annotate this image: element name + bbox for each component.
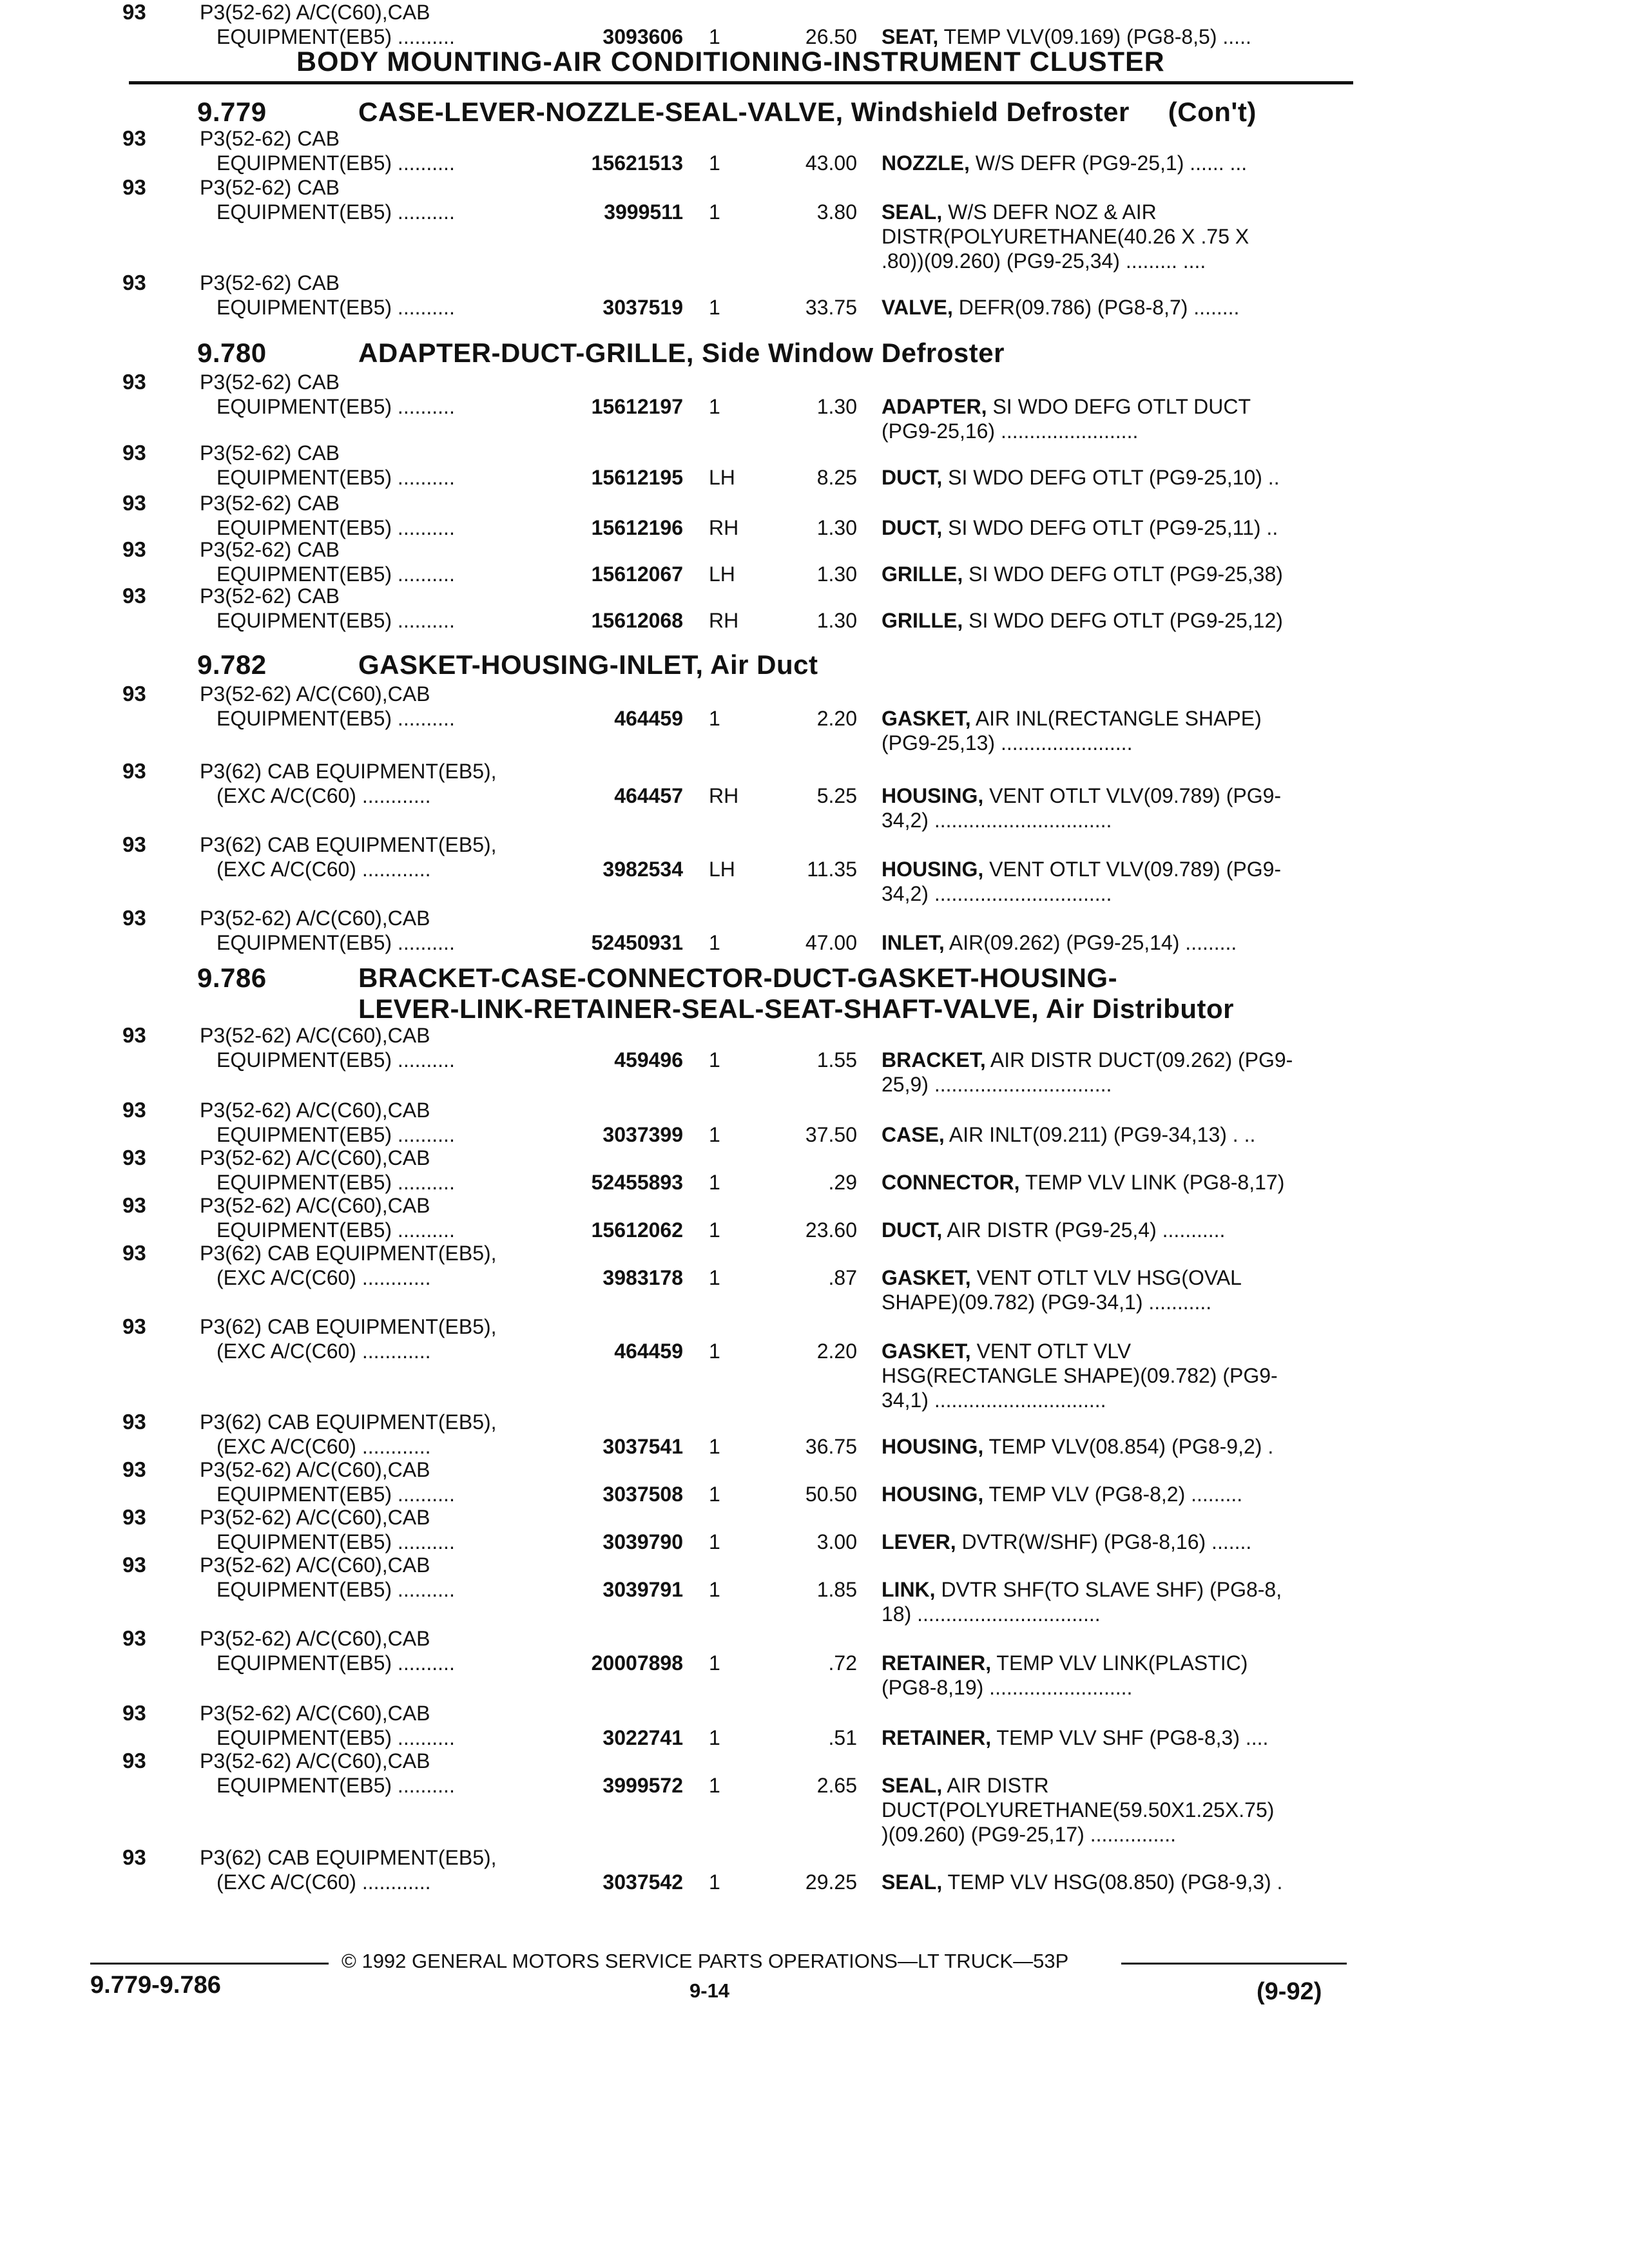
model-code: 93	[122, 537, 146, 561]
part-name	[882, 465, 1358, 490]
usage-description	[200, 1701, 586, 1750]
part-number: 459496	[614, 1048, 683, 1072]
model-code: 93	[122, 1701, 146, 1725]
part-number: 52455893	[591, 1171, 683, 1194]
quantity: RH	[709, 516, 739, 539]
part-name-keyword: GASKET,	[882, 1266, 971, 1289]
part-name	[882, 1218, 1358, 1242]
part-number: 3037542	[602, 1870, 683, 1894]
part-name	[882, 1048, 1358, 1097]
price: 2.20	[816, 707, 857, 730]
usage-line1: P3(52-62) A/C(C60),CAB	[200, 1024, 430, 1047]
model-code: 93	[122, 1314, 146, 1338]
part-name-detail: TEMP VLV SHF (PG8-8,3) ....	[991, 1726, 1269, 1749]
price: .51	[828, 1726, 857, 1749]
model-code: 93	[122, 271, 146, 294]
usage-line2: EQUIPMENT(EB5) ..........	[217, 395, 455, 418]
part-name-detail: VENT OTLT VLV(09.789) (PG9- 34,2) ...............................	[882, 784, 1282, 832]
model-code: 93	[122, 1241, 146, 1265]
quantity: 1	[709, 1048, 720, 1072]
quantity: LH	[709, 562, 735, 586]
quantity: 1	[709, 1651, 720, 1675]
price: .72	[828, 1651, 857, 1675]
usage-line1: P3(52-62) A/C(C60),CAB	[200, 1506, 430, 1529]
usage-line2: EQUIPMENT(EB5) ..........	[217, 1483, 455, 1506]
usage-line1: P3(52-62) A/C(C60),CAB	[200, 1146, 430, 1169]
part-name-keyword: DUCT,	[882, 516, 943, 539]
model-code: 93	[122, 370, 146, 394]
usage-line2: EQUIPMENT(EB5) ..........	[217, 296, 455, 319]
usage-line1: P3(52-62) CAB	[200, 492, 340, 515]
usage-line2: EQUIPMENT(EB5) ..........	[217, 609, 455, 632]
usage-line2: EQUIPMENT(EB5) ..........	[217, 1726, 455, 1749]
usage-description	[200, 271, 586, 320]
usage-description	[200, 441, 586, 490]
part-name-detail: TEMP VLV(09.169) (PG8-8,5) .....	[938, 25, 1251, 48]
part-name-detail: SI WDO DEFG OTLT (PG9-25,12)	[963, 609, 1283, 632]
part-name-detail: AIR DISTR DUCT(09.262) (PG9- 25,9) ...............................	[882, 1048, 1293, 1096]
usage-description	[200, 1098, 586, 1147]
quantity: 1	[709, 1171, 720, 1194]
price: .87	[828, 1266, 857, 1289]
usage-description	[200, 1505, 586, 1554]
part-name-keyword: BRACKET,	[882, 1048, 986, 1072]
part-number: 3037519	[602, 296, 683, 319]
price: 33.75	[805, 296, 857, 319]
part-number: 3982534	[602, 858, 683, 881]
usage-description	[200, 537, 586, 586]
quantity: 1	[709, 1266, 720, 1289]
part-number: 464457	[614, 784, 683, 807]
usage-line2: EQUIPMENT(EB5) ..........	[217, 1578, 455, 1601]
usage-description	[200, 1457, 586, 1506]
usage-line1: P3(52-62) A/C(C60),CAB	[200, 1702, 430, 1725]
usage-line1: P3(52-62) CAB	[200, 176, 340, 199]
usage-description	[200, 370, 586, 419]
part-name	[882, 930, 1358, 955]
part-number: 15612062	[591, 1218, 683, 1242]
quantity: 1	[709, 1123, 720, 1146]
part-name	[882, 1170, 1358, 1195]
model-code: 93	[122, 682, 146, 706]
usage-description	[200, 1749, 586, 1798]
quantity: 1	[709, 296, 720, 319]
section-title-line2: LEVER-LINK-RETAINER-SEAL-SEAT-SHAFT-VALVE, Air Distributor	[358, 994, 1234, 1024]
part-name-detail: TEMP VLV LINK (PG8-8,17)	[1019, 1171, 1285, 1194]
section-number: 9.780	[197, 338, 267, 368]
model-code: 93	[122, 441, 146, 465]
quantity: 1	[709, 931, 720, 954]
part-name	[882, 200, 1358, 273]
part-number: 3037541	[602, 1435, 683, 1458]
usage-line2: (EXC A/C(C60) ............	[217, 1435, 431, 1458]
usage-line1: P3(52-62) A/C(C60),CAB	[200, 1, 430, 24]
quantity: LH	[709, 466, 735, 489]
section-number: 9.786	[197, 963, 267, 993]
usage-description	[200, 584, 586, 633]
usage-description	[200, 0, 586, 49]
part-number: 3039791	[602, 1578, 683, 1601]
part-name-keyword: LINK,	[882, 1578, 936, 1601]
part-name-keyword: RETAINER,	[882, 1726, 992, 1749]
part-name-keyword: HOUSING,	[882, 858, 984, 881]
part-name-keyword: HOUSING,	[882, 1435, 984, 1458]
part-name-keyword: HOUSING,	[882, 1483, 984, 1506]
part-number: 3022741	[602, 1726, 683, 1749]
usage-description	[200, 491, 586, 540]
usage-description	[200, 906, 586, 955]
model-code: 93	[122, 1505, 146, 1529]
quantity: LH	[709, 858, 735, 881]
usage-line1: P3(52-62) A/C(C60),CAB	[200, 1553, 430, 1577]
usage-line2: (EXC A/C(C60) ............	[217, 858, 431, 881]
part-name	[882, 24, 1358, 49]
part-number: 20007898	[591, 1651, 683, 1675]
usage-description	[200, 682, 586, 731]
part-name-detail: SI WDO DEFG OTLT DUCT (PG9-25,16) ........................	[882, 395, 1251, 443]
part-name-keyword: GASKET,	[882, 1340, 971, 1363]
part-name	[882, 1530, 1358, 1554]
usage-line1: P3(52-62) A/C(C60),CAB	[200, 1458, 430, 1481]
footer-rule-left	[90, 1963, 329, 1965]
section-continued: (Con't)	[1168, 97, 1257, 127]
part-name-keyword: NOZZLE,	[882, 151, 970, 175]
part-name-detail: DEFR(09.786) (PG8-8,7) ........	[952, 296, 1240, 319]
price: 50.50	[805, 1483, 857, 1506]
usage-description	[200, 1146, 586, 1195]
part-number: 464459	[614, 1340, 683, 1363]
usage-line1: P3(62) CAB EQUIPMENT(EB5),	[200, 1315, 497, 1338]
price: 3.00	[816, 1530, 857, 1553]
price: 2.20	[816, 1340, 857, 1363]
part-number: 3999572	[602, 1774, 683, 1797]
usage-description	[200, 1241, 586, 1290]
part-number: 52450931	[591, 931, 683, 954]
usage-line2: EQUIPMENT(EB5) ..........	[217, 931, 455, 954]
price: 5.25	[816, 784, 857, 807]
usage-line1: P3(52-62) A/C(C60),CAB	[200, 1749, 430, 1773]
section-heading	[197, 963, 1234, 1024]
price: 1.85	[816, 1578, 857, 1601]
price: 23.60	[805, 1218, 857, 1242]
part-name-keyword: CASE,	[882, 1123, 945, 1146]
usage-line1: P3(62) CAB EQUIPMENT(EB5),	[200, 1846, 497, 1869]
usage-line1: P3(52-62) A/C(C60),CAB	[200, 1099, 430, 1122]
quantity: 1	[709, 1870, 720, 1894]
part-name	[882, 151, 1358, 175]
part-name-detail: AIR DISTR (PG9-25,4) ...........	[942, 1218, 1226, 1242]
usage-line2: EQUIPMENT(EB5) ..........	[217, 1774, 455, 1797]
part-name-keyword: SEAL,	[882, 200, 943, 224]
quantity: 1	[709, 1726, 720, 1749]
part-number: 464459	[614, 707, 683, 730]
usage-line1: P3(52-62) A/C(C60),CAB	[200, 1627, 430, 1650]
price: 36.75	[805, 1435, 857, 1458]
price: 47.00	[805, 931, 857, 954]
part-name	[882, 857, 1358, 906]
part-name-detail: TEMP VLV (PG8-8,2) .........	[983, 1483, 1243, 1506]
part-name	[882, 706, 1358, 755]
model-code: 93	[122, 906, 146, 930]
price: 1.55	[816, 1048, 857, 1072]
quantity: 1	[709, 1435, 720, 1458]
model-code: 93	[122, 1193, 146, 1217]
usage-line2: (EXC A/C(C60) ............	[217, 1266, 431, 1289]
part-name-detail: VENT OTLT VLV HSG(OVAL SHAPE)(09.782) (PG9-34,1) ...........	[882, 1266, 1242, 1314]
usage-line1: P3(62) CAB EQUIPMENT(EB5),	[200, 1410, 497, 1434]
footer-rule-right	[1121, 1963, 1347, 1965]
usage-line1: P3(52-62) CAB	[200, 441, 340, 465]
part-number: 3037508	[602, 1483, 683, 1506]
price: .29	[828, 1171, 857, 1194]
footer-section-range: 9.779-9.786	[90, 1972, 221, 1999]
part-number: 15612197	[591, 395, 683, 418]
usage-line1: P3(52-62) CAB	[200, 127, 340, 150]
part-number: 15612195	[591, 466, 683, 489]
usage-line2: EQUIPMENT(EB5) ..........	[217, 707, 455, 730]
part-name-keyword: RETAINER,	[882, 1651, 992, 1675]
price: 1.30	[816, 395, 857, 418]
quantity: RH	[709, 609, 739, 632]
usage-description	[200, 1193, 586, 1242]
model-code: 93	[122, 759, 146, 783]
part-name	[882, 295, 1358, 320]
quantity: 1	[709, 1530, 720, 1553]
part-name-detail: SI WDO DEFG OTLT (PG9-25,10) ..	[942, 466, 1280, 489]
usage-line1: P3(62) CAB EQUIPMENT(EB5),	[200, 760, 497, 783]
section-number: 9.779	[197, 97, 267, 127]
usage-line1: P3(52-62) A/C(C60),CAB	[200, 1194, 430, 1217]
model-code: 93	[122, 1023, 146, 1047]
quantity: 1	[709, 707, 720, 730]
section-title: CASE-LEVER-NOZZLE-SEAL-VALVE, Windshield Defroster	[358, 97, 1130, 127]
usage-description	[200, 832, 586, 881]
usage-line1: P3(52-62) CAB	[200, 584, 340, 608]
part-name	[882, 608, 1358, 633]
part-name	[882, 1725, 1358, 1750]
part-name-detail: W/S DEFR (PG9-25,1) ...... ...	[969, 151, 1248, 175]
model-code: 93	[122, 175, 146, 199]
part-name-detail: AIR INLT(09.211) (PG9-34,13) . ..	[944, 1123, 1256, 1146]
part-name-keyword: LEVER,	[882, 1530, 956, 1553]
model-code: 93	[122, 1098, 146, 1122]
part-name-keyword: GASKET,	[882, 707, 971, 730]
usage-description	[200, 1314, 586, 1363]
section-title: BRACKET-CASE-CONNECTOR-DUCT-GASKET-HOUSING-	[358, 963, 1118, 993]
header-rule	[129, 81, 1353, 84]
part-name	[882, 1339, 1358, 1412]
section-title: GASKET-HOUSING-INLET, Air Duct	[358, 649, 818, 680]
part-name-keyword: HOUSING,	[882, 784, 984, 807]
section-title: ADAPTER-DUCT-GRILLE, Side Window Defroster	[358, 338, 1005, 368]
usage-line2: EQUIPMENT(EB5) ..........	[217, 1651, 455, 1675]
part-name-keyword: INLET,	[882, 931, 945, 954]
part-name	[882, 515, 1358, 540]
section-heading	[197, 338, 1005, 369]
usage-description	[200, 1626, 586, 1675]
price: 2.65	[816, 1774, 857, 1797]
part-name-keyword: SEAL,	[882, 1870, 943, 1894]
usage-line1: P3(62) CAB EQUIPMENT(EB5),	[200, 1242, 497, 1265]
part-name	[882, 1651, 1358, 1700]
model-code: 93	[122, 584, 146, 608]
usage-line2: EQUIPMENT(EB5) ..........	[217, 25, 455, 48]
usage-line1: P3(52-62) CAB	[200, 271, 340, 294]
footer-page-number: 9-14	[689, 1979, 730, 2002]
quantity: 1	[709, 151, 720, 175]
price: 3.80	[816, 200, 857, 224]
part-number: 3037399	[602, 1123, 683, 1146]
part-number: 15621513	[591, 151, 683, 175]
part-name	[882, 1870, 1358, 1894]
price: 43.00	[805, 151, 857, 175]
usage-line2: EQUIPMENT(EB5) ..........	[217, 516, 455, 539]
part-name-keyword: CONNECTOR,	[882, 1171, 1020, 1194]
price: 26.50	[805, 25, 857, 48]
part-number: 3093606	[602, 25, 683, 48]
usage-line1: P3(52-62) CAB	[200, 538, 340, 561]
part-name-detail: W/S DEFR NOZ & AIR DISTR(POLYURETHANE(40.26 X .75 X .80))(09.260) (PG9-25,34) ......... ....	[882, 200, 1249, 273]
part-name	[882, 562, 1358, 586]
price: 1.30	[816, 562, 857, 586]
usage-line1: P3(62) CAB EQUIPMENT(EB5),	[200, 833, 497, 856]
quantity: 1	[709, 200, 720, 224]
usage-description	[200, 1845, 586, 1894]
usage-description	[200, 1553, 586, 1602]
model-code: 93	[122, 0, 146, 24]
part-name-keyword: VALVE,	[882, 296, 953, 319]
part-number: 3999511	[604, 200, 683, 224]
usage-line2: (EXC A/C(C60) ............	[217, 1340, 431, 1363]
model-code: 93	[122, 1845, 146, 1869]
usage-description	[200, 759, 586, 808]
part-name-keyword: SEAL,	[882, 1774, 943, 1797]
part-name-keyword: GRILLE,	[882, 609, 963, 632]
usage-line2: EQUIPMENT(EB5) ..........	[217, 1123, 455, 1146]
part-number: 15612068	[591, 609, 683, 632]
part-name-detail: SI WDO DEFG OTLT (PG9-25,11) ..	[942, 516, 1278, 539]
usage-line2: (EXC A/C(C60) ............	[217, 1870, 431, 1894]
part-number: 3983178	[602, 1266, 683, 1289]
quantity: 1	[709, 25, 720, 48]
part-name	[882, 783, 1358, 832]
price: 1.30	[816, 609, 857, 632]
quantity: RH	[709, 784, 739, 807]
model-code: 93	[122, 491, 146, 515]
usage-description	[200, 126, 586, 175]
part-name-keyword: GRILLE,	[882, 562, 963, 586]
usage-description	[200, 1023, 586, 1072]
usage-line1: P3(52-62) CAB	[200, 370, 340, 394]
model-code: 93	[122, 1749, 146, 1773]
model-code: 93	[122, 1146, 146, 1169]
part-name	[882, 1265, 1358, 1314]
usage-description	[200, 175, 586, 224]
part-name-detail: TEMP VLV LINK(PLASTIC) (PG8-8,19) .........................	[882, 1651, 1248, 1699]
price: 37.50	[805, 1123, 857, 1146]
part-name-detail: DVTR(W/SHF) (PG8-8,16) .......	[956, 1530, 1252, 1553]
footer-revision-date: (9-92)	[1257, 1978, 1322, 2005]
quantity: 1	[709, 1578, 720, 1601]
usage-line2: EQUIPMENT(EB5) ..........	[217, 562, 455, 586]
part-name-detail: VENT OTLT VLV HSG(RECTANGLE SHAPE)(09.782) (PG9- 34,1) ..............................	[882, 1340, 1278, 1412]
usage-line2: EQUIPMENT(EB5) ..........	[217, 1218, 455, 1242]
part-name-detail: VENT OTLT VLV(09.789) (PG9- 34,2) ...............................	[882, 858, 1282, 905]
price: 8.25	[816, 466, 857, 489]
quantity: 1	[709, 1340, 720, 1363]
section-heading	[197, 649, 818, 680]
usage-line1: P3(52-62) A/C(C60),CAB	[200, 907, 430, 930]
model-code: 93	[122, 1410, 146, 1434]
part-name-keyword: ADAPTER,	[882, 395, 987, 418]
price: 29.25	[805, 1870, 857, 1894]
quantity: 1	[709, 1774, 720, 1797]
part-name	[882, 1434, 1358, 1459]
part-name-detail: TEMP VLV HSG(08.850) (PG8-9,3) .	[942, 1870, 1283, 1894]
section-heading	[197, 97, 1257, 128]
price: 11.35	[807, 858, 857, 881]
model-code: 93	[122, 1553, 146, 1577]
usage-line2: EQUIPMENT(EB5) ..........	[217, 1530, 455, 1553]
part-name	[882, 1122, 1358, 1147]
usage-line2: EQUIPMENT(EB5) ..........	[217, 200, 455, 224]
part-name-keyword: DUCT,	[882, 466, 943, 489]
quantity: 1	[709, 1483, 720, 1506]
usage-line2: (EXC A/C(C60) ............	[217, 784, 431, 807]
model-code: 93	[122, 126, 146, 150]
usage-line1: P3(52-62) A/C(C60),CAB	[200, 682, 430, 706]
model-code: 93	[122, 1626, 146, 1650]
quantity: 1	[709, 1218, 720, 1242]
part-name	[882, 1773, 1358, 1847]
usage-line2: EQUIPMENT(EB5) ..........	[217, 1048, 455, 1072]
usage-line2: EQUIPMENT(EB5) ..........	[217, 466, 455, 489]
usage-description	[200, 1410, 586, 1459]
part-name	[882, 394, 1358, 443]
usage-line2: EQUIPMENT(EB5) ..........	[217, 151, 455, 175]
part-number: 15612067	[591, 562, 683, 586]
part-name	[882, 1482, 1358, 1506]
model-code: 93	[122, 1457, 146, 1481]
part-name-detail: DVTR SHF(TO SLAVE SHF) (PG8-8, 18) ................................	[882, 1578, 1282, 1626]
part-name-detail: AIR DISTR DUCT(POLYURETHANE(59.50X1.25X.75) )(09.260) (PG9-25,17) ...............	[882, 1774, 1275, 1846]
part-name-detail: TEMP VLV(08.854) (PG8-9,2) .	[983, 1435, 1274, 1458]
part-name-detail: SI WDO DEFG OTLT (PG9-25,38)	[963, 562, 1283, 586]
section-number: 9.782	[197, 649, 267, 680]
quantity: 1	[709, 395, 720, 418]
part-name-keyword: SEAT,	[882, 25, 939, 48]
part-name	[882, 1577, 1358, 1626]
price: 1.30	[816, 516, 857, 539]
part-number: 15612196	[591, 516, 683, 539]
part-name-detail: AIR(09.262) (PG9-25,14) .........	[944, 931, 1237, 954]
model-code: 93	[122, 832, 146, 856]
usage-line2: EQUIPMENT(EB5) ..........	[217, 1171, 455, 1194]
part-name-keyword: DUCT,	[882, 1218, 943, 1242]
footer-copyright: © 1992 GENERAL MOTORS SERVICE PARTS OPERATIONS—LT TRUCK—53P	[342, 1950, 1069, 1972]
part-name-detail: AIR INL(RECTANGLE SHAPE) (PG9-25,13) .......................	[882, 707, 1262, 754]
page-title: BODY MOUNTING-AIR CONDITIONING-INSTRUMENT CLUSTER	[296, 46, 1165, 77]
part-number: 3039790	[602, 1530, 683, 1553]
